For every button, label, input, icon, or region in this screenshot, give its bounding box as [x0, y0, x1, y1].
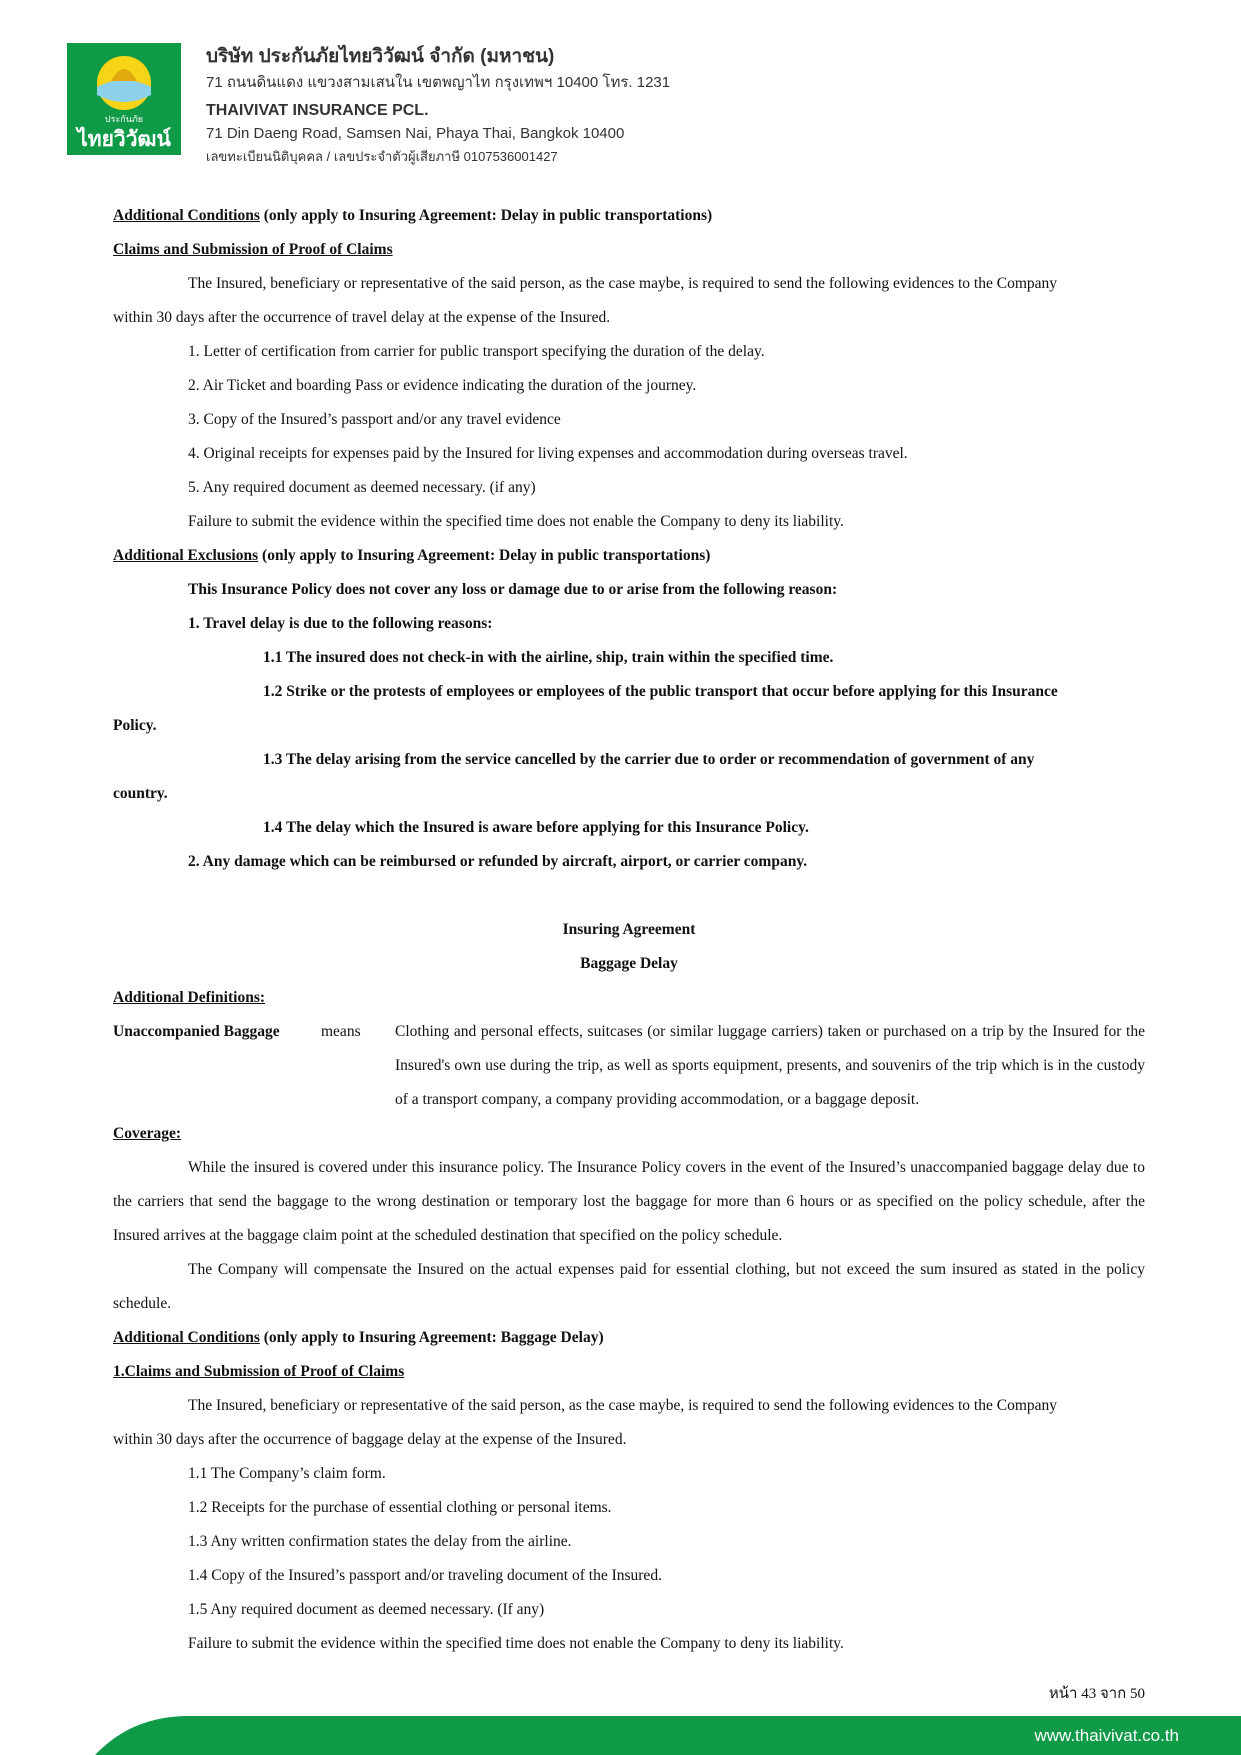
baggage-conditions-heading [113, 1321, 1145, 1355]
list-item: 1.1 The Company’s claim form. [188, 1465, 386, 1482]
paragraph-line: The Insured, beneficiary or representative of the said person, as the case maybe, is required to send the following evidences to the Company [188, 1397, 1057, 1414]
definition-term: Unaccompanied Baggage [113, 1023, 280, 1040]
company-name-th: บริษัท ประกันภัยไทยวิวัฒน์ จำกัด (มหาชน) [206, 46, 555, 67]
exclusions-intro: This Insurance Policy does not cover any loss or damage due to or arise from the following reason: [188, 581, 838, 598]
coverage-text: While the insured is covered under this insurance policy. The Insurance Policy covers in the event of the Insured’s unaccompanied baggage delay due to the carriers that send the baggage to the wrong destination or temporary lost the baggage for more than 6 hours or as specified on the policy schedule, after the Insured arrives at the baggage claim point at the scheduled destination that specified on the policy schedule. [113, 1159, 1145, 1244]
document-body [113, 199, 1145, 1661]
list-item: 3. Copy of the Insured’s passport and/or any travel evidence [188, 411, 561, 428]
list-item: 1.4 Copy of the Insured’s passport and/or traveling document of the Insured. [188, 1567, 662, 1584]
list-item: 1.2 Receipts for the purchase of essential clothing or personal items. [188, 1499, 612, 1516]
exclusion-subitem: 1.4 The delay which the Insured is aware before applying for this Insurance Policy. [263, 819, 809, 836]
exclusion-item: 1. Travel delay is due to the following reasons: [188, 615, 493, 632]
list-item: 5. Any required document as deemed necessary. (if any) [188, 479, 536, 496]
heading-rest: (only apply to Insuring Agreement: Baggage Delay) [259, 1329, 604, 1346]
paragraph-line: within 30 days after the occurrence of baggage delay at the expense of the Insured. [113, 1431, 627, 1448]
heading-label: Additional Exclusions [113, 547, 259, 564]
exclusions-heading [113, 539, 1145, 573]
exclusion-subitem: 1.1 The insured does not check-in with the airline, ship, train within the specified time. [263, 649, 834, 666]
exclusion-subitem-cont: Policy. [113, 717, 157, 734]
company-logo [67, 43, 181, 155]
company-address-th: 71 ถนนดินแดง แขวงสามเสนใน เขตพญาไท กรุงเทพฯ 10400 โทร. 1231 [206, 74, 671, 91]
heading-label: Additional Conditions [113, 207, 260, 224]
website-link[interactable]: www.thaivivat.co.th [1034, 1726, 1179, 1745]
company-address-en: 71 Din Daeng Road, Samsen Nai, Phaya Thai, Bangkok 10400 [206, 125, 625, 142]
exclusion-item: 2. Any damage which can be reimbursed or refunded by aircraft, airport, or carrier company. [188, 853, 808, 870]
list-item: 2. Air Ticket and boarding Pass or evidence indicating the duration of the journey. [188, 377, 697, 394]
definitions-heading: Additional Definitions: [113, 989, 266, 1006]
heading-rest: (only apply to Insuring Agreement: Delay in public transportations) [259, 207, 713, 224]
failure-note: Failure to submit the evidence within the specified time does not enable the Company to deny its liability. [188, 513, 844, 530]
exclusion-subitem: 1.3 The delay arising from the service cancelled by the carrier due to order or recommendation of government of any [263, 751, 1035, 768]
company-name-en: THAIVIVAT INSURANCE PCL. [206, 102, 429, 119]
baggage-claims-heading: 1.Claims and Submission of Proof of Claims [113, 1363, 405, 1380]
definition-means: means [321, 1023, 361, 1040]
exclusion-subitem: 1.2 Strike or the protests of employees or employees of the public transport that occur before applying for this Insurance [263, 683, 1058, 700]
paragraph-line: The Insured, beneficiary or representative of the said person, as the case maybe, is required to send the following evidences to the Company [188, 275, 1057, 292]
definition-text: Clothing and personal effects, suitcases (or similar luggage carriers) taken or purchased on a trip by the Insured for the Insured's own use during the trip, as well as sports equipment, presents, and souvenirs of the trip which is in the custody of a transport company, a company providing accommodation, or a baggage deposit. [395, 1023, 1145, 1108]
letterhead [67, 43, 1167, 164]
list-item: 1. Letter of certification from carrier for public transport specifying the duration of the delay. [188, 343, 765, 360]
logo-small-text: ประกันภัย [104, 115, 144, 125]
list-item: 1.3 Any written confirmation states the delay from the airline. [188, 1533, 572, 1550]
list-item: 1.5 Any required document as deemed necessary. (If any) [188, 1601, 545, 1618]
spacer [113, 879, 1145, 913]
section-heading [113, 199, 1145, 233]
coverage-heading: Coverage: [113, 1125, 181, 1142]
coverage-paragraph [113, 1151, 1145, 1253]
claims-heading: Claims and Submission of Proof of Claims [113, 241, 393, 258]
footer-bar [0, 1714, 1241, 1755]
list-item: 4. Original receipts for expenses paid by the Insured for living expenses and accommodation during overseas travel. [188, 445, 908, 462]
heading-rest: (only apply to Insuring Agreement: Delay in public transportations) [258, 547, 711, 564]
paragraph-line: within 30 days after the occurrence of travel delay at the expense of the Insured. [113, 309, 611, 326]
definition-row [113, 1015, 1145, 1117]
failure-note: Failure to submit the evidence within the specified time does not enable the Company to deny its liability. [188, 1635, 844, 1652]
agreement-subtitle: Baggage Delay [580, 955, 678, 972]
agreement-title: Insuring Agreement [562, 921, 696, 938]
page-number: หน้า 43 จาก 50 [1048, 1686, 1145, 1702]
heading-label: Additional Conditions [113, 1329, 260, 1346]
company-tax-id: เลขทะเบียนนิติบุคคล / เลขประจำตัวผู้เสียภาษี 0107536001427 [206, 149, 558, 164]
company-info [206, 43, 670, 168]
compensation-paragraph [113, 1253, 1145, 1321]
compensation-text: The Company will compensate the Insured on the actual expenses paid for essential clothing, but not exceed the sum insured as stated in the policy schedule. [113, 1261, 1145, 1312]
logo-brand-text: ไทยวิวัฒน์ [77, 127, 171, 151]
exclusion-subitem-cont: country. [113, 785, 168, 802]
